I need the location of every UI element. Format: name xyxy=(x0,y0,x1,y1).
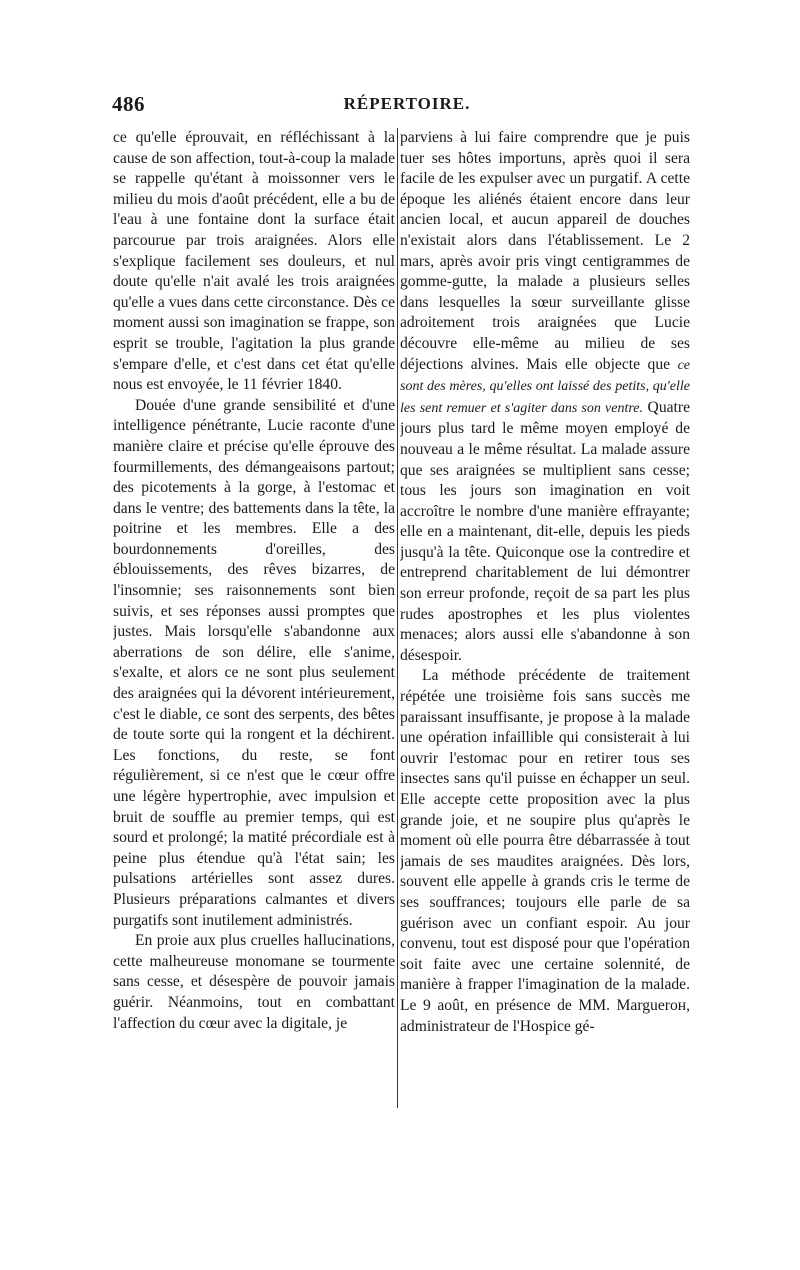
paragraph: ce qu'elle éprouvait, en réfléchissant à la cause de son affection, tout-à-coup la malade se rappelle qu'étant à moissonner vers le milieu du mois d'août précédent, elle a bu de l'eau à une fontaine dont la surface était parcourue par trois araignées. Alors elle s'explique facilement ses douleurs, et nul doute qu'elle n'ait avalé les trois araignées qu'elle a vues dans cette circonstance. Dès ce moment aussi son imagination se frappe, son esprit se trouble, l'agitation la plus grande s'empare d'elle, et c'est dans cet état qu'elle nous est envoyée, le 11 février 1840. xyxy=(113,129,395,394)
paragraph: Douée d'une grande sensibilité et d'une intelligence pénétrante, Lucie raconte d'une manière claire et précise qu'elle éprouve des fourmillements, des démangeaisons partout; des picotements à la gorge, à l'estomac et dans le ventre; des battements dans la tête, la poitrine et les membres. Elle a des bourdonnements d'oreilles, des éblouissements, des rêves bizarres, de l'insomnie; ses raisonnements sont bien suivis, et ses réponses aussi promptes que justes. Mais lorsqu'elle s'abandonne aux aberrations de son délire, elle s'anime, s'exalte, et alors ce ne sont plus seulement des araignées qui la dévorent intérieurement, c'est le diable, ce sont des serpents, des bêtes de toute sorte qui la rongent et la déchirent. Les fonctions, du reste, se font régulièrement, si ce n'est que le cœur offre une légère hypertrophie, avec impulsion et bruit de souffle au premier temps, qui est sourd et prolongé; la matité précordiale est à peine plus étendue qu'à l'état sain; les pulsations artérielles sont assez dures. Plusieurs préparations calmantes et divers purgatifs sont inutilement administrés. xyxy=(113,396,395,929)
page-header xyxy=(112,92,702,120)
page-number: 486 xyxy=(112,92,145,116)
paragraph: La méthode précédente de traitement répétée une troisième fois sans succès me paraissant insuffisante, je propose à la malade une opération infaillible qui consisterait à lui ouvrir l'estomac pour en retirer tous ses insectes sans qu'il puisse en échapper un seul. Elle accepte cette proposition avec la plus grande joie, et ne soupire plus qu'après le moment où elle pourra être débarrassée à tout jamais de ses maudites araignées. Dès lors, souvent elle appelle à grands cris le terme de ses souffrances; toujours elle parle de sa guérison avec un confiant espoir. Au jour convenu, tout est disposé pour que l'opération soit faite avec une certaine solennité, de manière à frapper l'imagination de la malade. Le 9 août, en présence de MM. Marguerон, administrateur de l'Hospice gé- xyxy=(400,667,690,1035)
paragraph: En proie aux plus cruelles hallucinations, cette malheureuse monomane se tourmente sans cesse, et désespère de pouvoir jamais guérir. Néanmoins, tout en combattant l'affection du cœur avec la digitale, je xyxy=(113,932,395,1032)
paragraph-text: parviens à lui faire comprendre que je puis tuer ses hôtes importuns, après quoi il sera facile de les expulser avec un purgatif. A cette époque les aliénés étaient encore dans leur ancien local, et aucun appareil de douches n'existait alors dans l'établissement. Le 2 mars, après avoir pris vingt centigrammes de gomme-gutte, la malade a plusieurs selles dans lesquelles la sœur surveillante glisse adroitement trois araignées que Lucie découvre elle-même au milieu de ses déjections alvines. Mais elle objecte que xyxy=(400,129,690,373)
left-column xyxy=(113,128,395,1118)
right-column xyxy=(400,128,690,1118)
paragraph-text: Quatre jours plus tard le même moyen employé de nouveau a le même résultat. La malade assure que ses araignées se multiplient sans cesse; tous les jours son imagination en voit accroître le nombre d'une manière effrayante; elle en a maintenant, dit-elle, depuis les pieds jusqu'à la tête. Quiconque ose la contredire et entreprend charitablement de lui démontrer son erreur profonde, reçoit de sa part les plus rudes apostrophes et les plus violentes menaces; alors aussi elle s'abandonne à son désespoir. xyxy=(400,398,690,664)
running-head: RÉPERTOIRE. xyxy=(343,94,471,113)
italic-quote: ce sont des mères, qu'elles ont laissé des petits, qu'elle les sent remuer et s'agiter dans son ventre. xyxy=(400,357,690,416)
column-divider xyxy=(397,128,398,1108)
paragraph xyxy=(400,128,690,666)
